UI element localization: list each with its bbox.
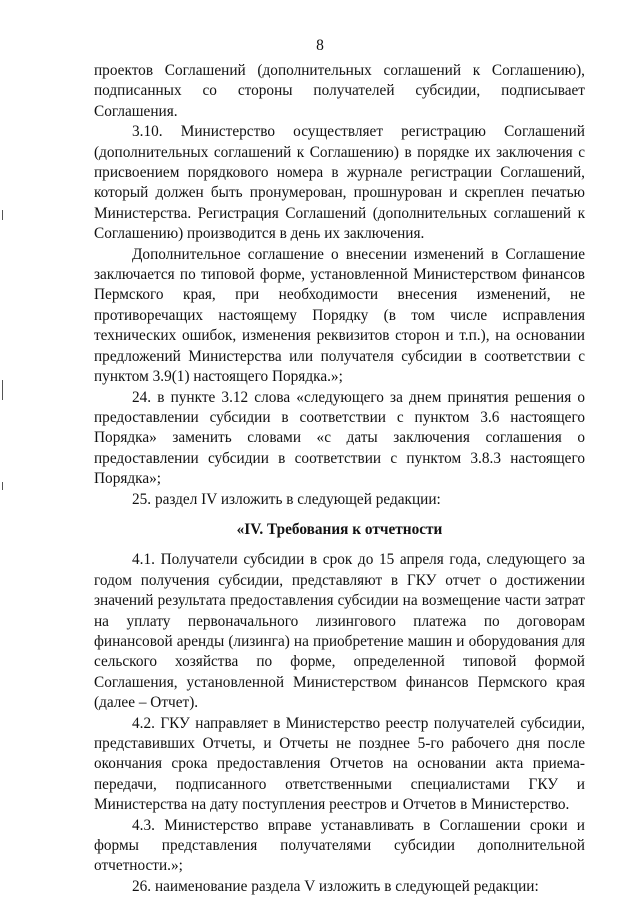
paragraph-4-3: 4.3. Министерство вправе устанавливать в Соглашении сроки и формы представления получателями субсидии дополнительной отчетности.»; (94, 816, 585, 875)
page-number: 8 (316, 37, 324, 54)
scan-margin-mark (2, 210, 3, 220)
paragraph-additional-agreement: Дополнительное соглашение о внесении изменений в Соглашение заключается по типовой форме, установленной Министерством финансов Пермского края, при необходимости внесения изменений, не противоречащих настоящему Порядку (в том числе исправления технических ошибок, изменения реквизитов сторон и т.п.), на основании предложений Министерства или получателя субсидии в соответствии с пунктом 3.9(1) настоящего Порядка.»; (94, 245, 585, 386)
paragraph-25: 25. раздел IV изложить в следующей редакции: (132, 490, 441, 508)
paragraph-26: 26. наименование раздела V изложить в следующей редакции: (132, 877, 539, 895)
paragraph-3-10: 3.10. Министерство осуществляет регистрацию Соглашений (дополнительных соглашений к Соглашению) в порядке их заключения с присвоением порядкового номера в журнале регистрации Соглашений, который должен быть пронумерован, прошнурован и скреплен печатью Министерства. Регистрация Соглашений (дополнительных соглашений к Соглашению) производится в день их заключения. (94, 123, 585, 243)
scan-margin-mark (2, 380, 3, 400)
section-heading: «IV. Требования к отчетности (236, 520, 443, 538)
paragraph-4-2: 4.2. ГКУ направляет в Министерство реестр получателей субсидии, представивших Отчеты, и Отчеты не позднее 5-го рабочего дня после окончания срока предоставления Отчетов на основании акта приема-передачи, подписанного ответственными специалистами ГКУ и Министерства на дату поступления реестров и Отчетов в Министерство. (94, 714, 585, 814)
scan-margin-mark (2, 482, 3, 490)
paragraph-24: 24. в пункте 3.12 слова «следующего за днем принятия решения о предоставлении субсидии в соответствии с пунктом 3.6 настоящего Порядка» заменить словами «с даты заключения соглашения о предоставлении субсидии в соответствии с пунктом 3.8.3 настоящего Порядка»; (94, 388, 585, 488)
document-body (94, 61, 585, 897)
paragraph-4-1: 4.1. Получатели субсидии в срок до 15 апреля года, следующего за годом получения субсидии, представляют в ГКУ отчет о достижении значений результата предоставления субсидии на возмещение части затрат на уплату первоначального лизингового платежа по договорам финансовой аренды (лизинга) на приобретение машин и оборудования для сельского хозяйства по форме, определенной типовой формой Соглашения, установленной Министерством финансов Пермского края (далее – Отчет). (94, 551, 585, 712)
paragraph-continuation: проектов Соглашений (дополнительных соглашений к Соглашению), подписанных со стороны получателей субсидии, подписывает Соглашения. (94, 62, 585, 120)
